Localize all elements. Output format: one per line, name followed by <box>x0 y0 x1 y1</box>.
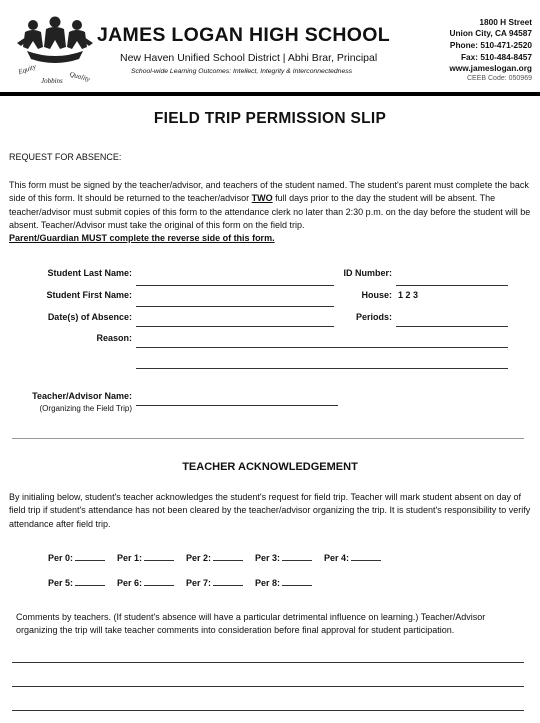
address-line-1: 1800 H Street <box>479 17 532 27</box>
phone: Phone: 510-471-2520 <box>449 40 532 50</box>
first-name-field[interactable] <box>136 306 334 307</box>
comment-line-3[interactable] <box>12 710 524 711</box>
period-3[interactable]: Per 3: <box>255 551 312 563</box>
reason-field-line-1[interactable] <box>136 347 508 348</box>
periods-field[interactable] <box>396 326 508 327</box>
period-8[interactable]: Per 8: <box>255 576 312 588</box>
learning-outcomes: School-wide Learning Outcomes: Intellect, Integrity & Interconnectedness <box>131 68 353 75</box>
parent-notice: Parent/Guardian MUST complete the reverse side of this form. <box>9 233 275 244</box>
school-logo <box>13 13 97 91</box>
section-divider <box>12 438 524 439</box>
period-7[interactable]: Per 7: <box>186 576 243 588</box>
id-number-label: ID Number: <box>343 268 392 278</box>
house-label: House: <box>361 290 392 300</box>
house-options[interactable]: 1 2 3 <box>398 290 419 300</box>
last-name-label: Student Last Name: <box>47 268 132 278</box>
two-days-emphasis: TWO <box>251 193 273 204</box>
header-rule <box>0 92 540 96</box>
district-line: New Haven Unified School District | Abhi Brar, Principal <box>120 52 378 64</box>
period-6[interactable]: Per 6: <box>117 576 174 588</box>
period-4[interactable]: Per 4: <box>324 551 381 563</box>
page-title: FIELD TRIP PERMISSION SLIP <box>153 110 387 127</box>
school-name: JAMES LOGAN HIGH SCHOOL <box>97 24 390 46</box>
comments-instructions: Comments by teachers. (If student's absence will have a particular detrimental influence on learning.) Teacher/Advisor organizing the trip will take teacher comments into consideration before final approval for student participation. <box>16 612 486 636</box>
comment-line-2[interactable] <box>12 686 524 687</box>
logo-word-equity: Equity <box>17 62 38 77</box>
fax: Fax: 510-484-8457 <box>460 52 532 62</box>
reason-label: Reason: <box>96 333 132 343</box>
reason-field-line-2[interactable] <box>136 368 508 369</box>
last-name-field[interactable] <box>136 285 334 286</box>
teacher-advisor-field[interactable] <box>136 405 338 406</box>
dates-label: Date(s) of Absence: <box>47 312 132 322</box>
period-2[interactable]: Per 2: <box>186 551 243 563</box>
ceeb-code: CEEB Code: 050969 <box>467 75 532 82</box>
logo-word-quality: Quality <box>68 70 91 84</box>
acknowledgement-title: TEACHER ACKNOWLEDGEMENT <box>182 461 358 473</box>
first-name-label: Student First Name: <box>46 290 132 300</box>
period-0[interactable]: Per 0: <box>48 551 105 563</box>
logo-word-jobbins: Jobbins <box>41 77 63 85</box>
website: www.jameslogan.org <box>449 63 532 73</box>
teacher-advisor-label: Teacher/Advisor Name: <box>32 391 132 401</box>
address-line-2: Union City, CA 94587 <box>449 28 532 38</box>
intro-paragraph: This form must be signed by the teacher/advisor, and teachers of the student named. The student's parent must complete the back side of this form. It should be returned to the teacher/advisor TWO full days prior to the day the student will be absent. The teacher/advisor must submit copies of this form to the attendance clerk no later than 2:30 p.m. on the day before the student will be absent. Teacher/Advisor must take the original of this form on the field trip. Parent/Guardian MUST complete the reverse side of this form. <box>9 180 531 244</box>
id-number-field[interactable] <box>396 285 508 286</box>
period-1[interactable]: Per 1: <box>117 551 174 563</box>
teacher-advisor-sublabel: (Organizing the Field Trip) <box>39 404 132 413</box>
period-5[interactable]: Per 5: <box>48 576 105 588</box>
periods-label: Periods: <box>355 312 392 322</box>
dates-field[interactable] <box>136 326 334 327</box>
comment-line-1[interactable] <box>12 662 524 663</box>
acknowledgement-text: By initialing below, student's teacher acknowledges the student's request for field trip. Teacher will mark student absent on day of field trip if student's attendance has not been cleared by the teacher/advisor organizing the trip. It is student's responsibility to verify attendance after field trip. <box>9 492 531 529</box>
request-label: REQUEST FOR ABSENCE: <box>9 152 122 162</box>
